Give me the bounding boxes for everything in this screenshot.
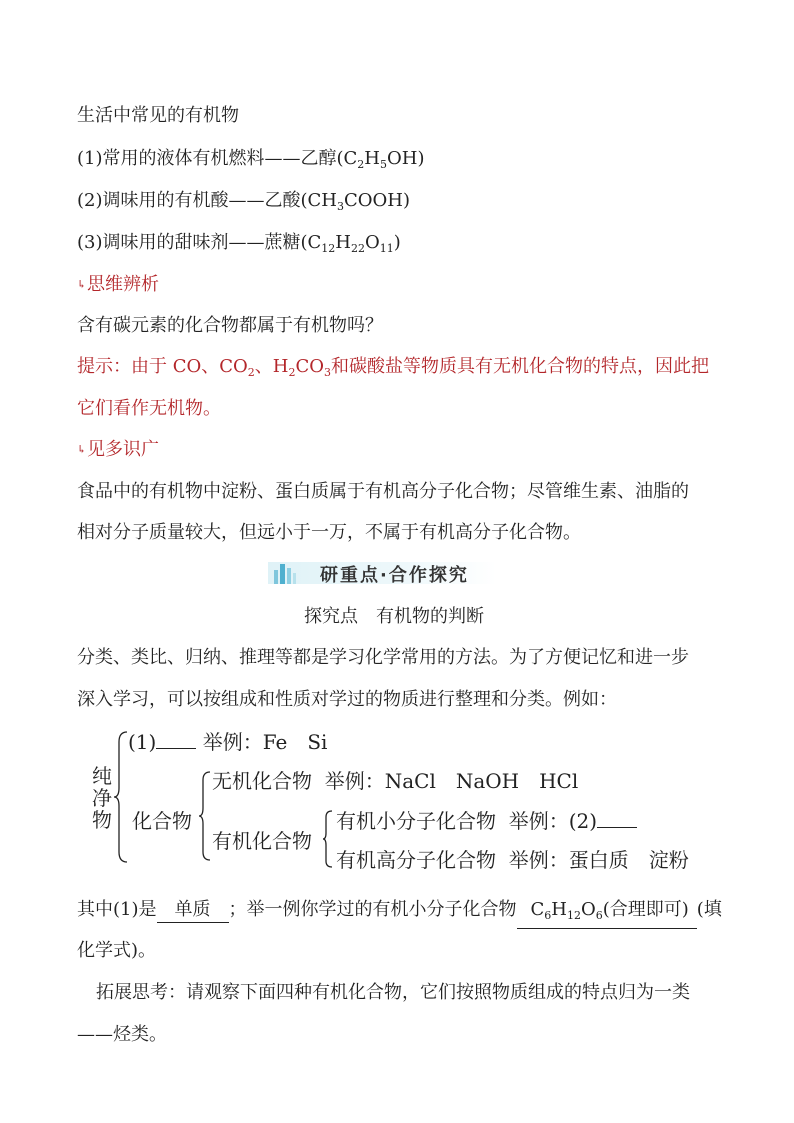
section-subtitle: 探究点 有机物的判断 xyxy=(304,606,484,627)
knowledge-title: ↳见多识广 xyxy=(77,439,159,460)
intro-item-1: (1)常用的液体有机燃料——乙醇$(C_2H_5OH)$ xyxy=(77,148,425,171)
thinking-title: ↳思维辨析 xyxy=(77,274,159,295)
intro-item-3: (3)调味用的甜味剂——蔗糖$(C_{12}H_{22}O_{11})$ xyxy=(77,232,401,255)
brace-root xyxy=(113,730,129,865)
banner-title: 研重点·合作探究 xyxy=(320,565,469,586)
tree-inorganic: 无机化合物 举例：NaCl NaOH HCl xyxy=(212,769,579,793)
tree-row-1: (1) 举例：Fe Si xyxy=(128,730,328,754)
answer-blank-2: $C_6H_{12}O_6$(合理即可) xyxy=(517,898,697,929)
knowledge-line-2: 相对分子质量较大，但远小于一万，不属于有机高分子化合物。 xyxy=(77,522,581,543)
answer-line-1: 其中(1)是 单质 ；举一例你学过的有机小分子化合物 $C_6H_{12}O_6$(合理即可) (填 xyxy=(77,898,722,929)
extension-line-2: ——烃类。 xyxy=(77,1024,167,1045)
thinking-hint-line-2: 它们看作无机物。 xyxy=(77,398,221,419)
answer-line-2: 化学式)。 xyxy=(77,940,157,961)
section-banner xyxy=(268,558,496,588)
section-marker-icon: ↳ xyxy=(77,443,87,456)
brace-compound xyxy=(198,770,212,862)
thinking-hint: 提示：由于 CO、$CO_2$、$H_2CO_3$和碳酸盐等物质具有无机化合物的特点，因此把 xyxy=(77,356,710,379)
knowledge-line-1: 食品中的有机物中淀粉、蛋白质属于有机高分子化合物；尽管维生素、油脂的 xyxy=(77,481,689,502)
building-icon xyxy=(272,560,298,586)
section-para-1: 分类、类比、归纳、推理等都是学习化学常用的方法。为了方便记忆和进一步 xyxy=(77,647,689,668)
tree-small-molecule: 有机小分子化合物 举例：(2) xyxy=(336,809,637,833)
extension-line-1: 拓展思考：请观察下面四种有机化合物，它们按照物质组成的特点归为一类 xyxy=(96,982,690,1003)
intro-item-2: (2)调味用的有机酸——乙酸$(CH_3COOH)$ xyxy=(77,190,411,213)
tree-organic: 有机化合物 xyxy=(212,829,312,853)
tree-large-molecule: 有机高分子化合物 举例：蛋白质 淀粉 xyxy=(336,848,689,872)
section-para-2: 深入学习，可以按组成和性质对学过的物质进行整理和分类。例如： xyxy=(77,689,617,710)
thinking-question: 含有碳元素的化合物都属于有机物吗？ xyxy=(77,315,383,336)
section-marker-icon: ↳ xyxy=(77,278,87,291)
brace-organic xyxy=(322,809,334,869)
answer-blank-1: 单质 xyxy=(157,898,229,923)
tree-compound: 化合物 xyxy=(132,809,192,833)
tree-root: 纯 净 物 xyxy=(92,764,112,832)
intro-heading: 生活中常见的有机物 xyxy=(77,105,239,126)
